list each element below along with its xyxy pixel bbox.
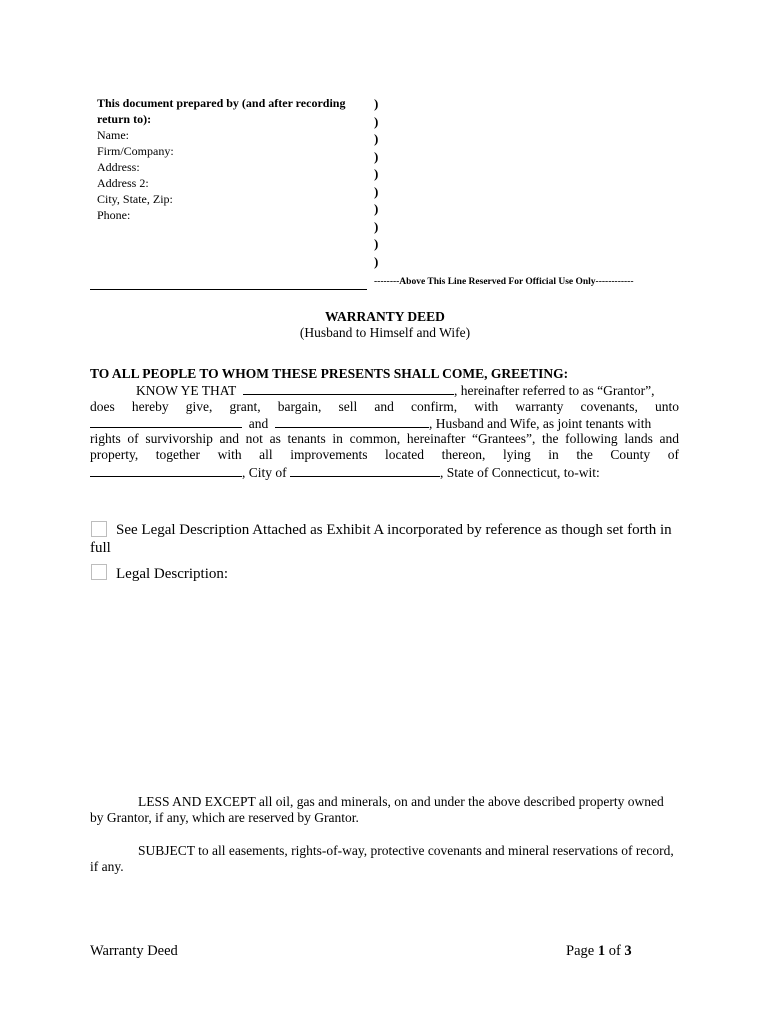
- preparer-block: [97, 95, 372, 223]
- official-use-line: --------Above This Line Reserved For Official Use Only------------: [374, 277, 634, 287]
- greeting-heading: TO ALL PEOPLE TO WHOM THESE PRESENTS SHALL COME, GREETING:: [90, 366, 569, 381]
- legal-description-label: Legal Description:: [116, 566, 229, 582]
- and-text: and: [248, 416, 269, 431]
- document-title: WARRANTY DEED: [325, 309, 445, 324]
- document-subtitle: (Husband to Himself and Wife): [299, 325, 471, 340]
- field-address2-label: Address 2:: [97, 176, 149, 190]
- body-line-5: property, together with all improvements located thereon, lying in the County of: [90, 447, 679, 462]
- state-text: , State of Connecticut, to-wit:: [440, 465, 600, 480]
- grantor-name-blank[interactable]: [243, 382, 454, 395]
- page-indicator: [566, 943, 632, 960]
- preparer-rule: [90, 289, 367, 290]
- city-blank[interactable]: [290, 464, 440, 477]
- body-line-2: does hereby give, grant, bargain, sell and confirm, with warranty covenants, unto: [90, 399, 679, 414]
- body-line-6: [90, 464, 679, 481]
- page-word: Page: [566, 943, 595, 959]
- county-blank[interactable]: [90, 464, 242, 477]
- field-name-label: Name:: [97, 128, 129, 142]
- body-line-1: [90, 382, 679, 399]
- body-line-4: rights of survivorship and not as tenants in common, hereinafter “Grantees”, the following lands and: [90, 431, 679, 446]
- grantor-ref-text: , hereinafter referred to as “Grantor”,: [454, 383, 655, 398]
- grantee1-name-blank[interactable]: [90, 415, 242, 428]
- less-and-except-paragraph: LESS AND EXCEPT all oil, gas and minerals, on and under the above described property owned by Grantor, if any, which are reserved by Grantor.: [90, 794, 664, 826]
- footer-title: Warranty Deed: [90, 943, 178, 959]
- husband-wife-text: , Husband and Wife, as joint tenants with: [429, 416, 652, 431]
- legal-description-checkbox[interactable]: [91, 564, 107, 580]
- field-phone-label: Phone:: [97, 208, 131, 222]
- field-address-label: Address:: [97, 160, 140, 174]
- city-of-text: , City of: [242, 465, 287, 480]
- bracket-column: ) ) ) ) ) ) ) ) ) ): [374, 96, 379, 269]
- field-city-state-zip-label: City, State, Zip:: [97, 192, 173, 206]
- subject-to-paragraph: SUBJECT to all easements, rights-of-way, protective covenants and mineral reservations of record, if any.: [90, 843, 674, 875]
- page-total: 3: [624, 943, 632, 959]
- exhibit-a-label: See Legal Description Attached as Exhibit A incorporated by reference as though set forth in full: [90, 522, 672, 556]
- preparer-heading: This document prepared by (and after recording return to):: [97, 96, 346, 126]
- grantee2-name-blank[interactable]: [275, 415, 429, 428]
- of-word: of: [608, 943, 621, 959]
- page-number: 1: [597, 943, 606, 959]
- know-ye-text: KNOW YE THAT: [136, 383, 237, 398]
- body-line-3: [90, 415, 679, 432]
- field-firm-label: Firm/Company:: [97, 144, 174, 158]
